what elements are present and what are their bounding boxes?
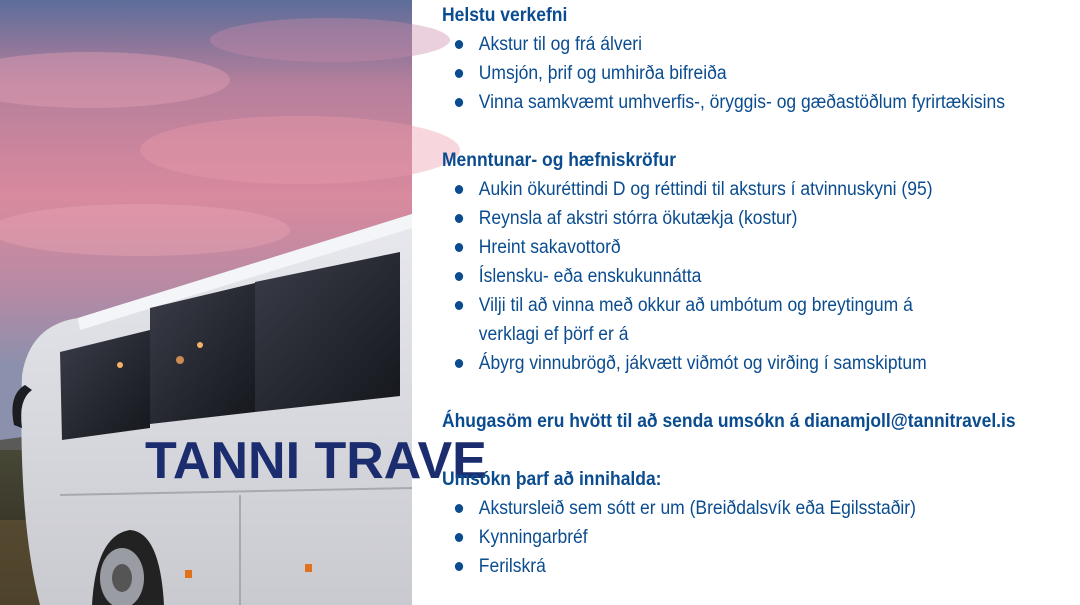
bullet-icon — [455, 504, 463, 513]
bullet-icon — [455, 185, 463, 194]
list-item: Vinna samkvæmt umhverfis-, öryggis- og gæðastöðlum fyrirtækisins — [442, 88, 1005, 117]
bullet-icon — [455, 69, 463, 78]
list-item: Kynningarbréf — [442, 523, 916, 552]
bullet-icon — [455, 214, 463, 223]
bullet-icon — [455, 98, 463, 107]
list-item: Ferilskrá — [442, 552, 916, 581]
bullet-icon — [455, 359, 463, 368]
bus-logo-text: TANNI TRAVE — [145, 432, 487, 490]
requirements-heading: Menntunar- og hæfniskröfur — [442, 150, 677, 171]
list-item: Aukin ökuréttindi D og réttindi til aksturs í atvinnuskyni (95) — [442, 175, 933, 204]
list-item: Umsjón, þrif og umhirða bifreiða — [442, 59, 1005, 88]
bullet-icon — [455, 562, 463, 571]
requirements-list — [442, 175, 933, 378]
bullet-icon — [455, 301, 463, 310]
application-list — [442, 494, 916, 581]
bullet-icon — [455, 243, 463, 252]
list-item: Akstur til og frá álveri — [442, 30, 1005, 59]
list-item: Ábyrg vinnubrögð, jákvætt viðmót og virðing í samskiptum — [442, 349, 933, 378]
list-item: Íslensku- eða enskukunnátta — [442, 262, 933, 291]
duties-heading: Helstu verkefni — [442, 5, 568, 26]
list-item-continuation: verklagi ef þörf er á — [478, 324, 629, 345]
list-item: Vilji til að vinna með okkur að umbótum og breytingum á — [442, 291, 933, 320]
apply-instructions: Áhugasöm eru hvött til að senda umsókn á dianamjoll@tannitravel.is — [442, 411, 1016, 432]
bullet-icon — [455, 533, 463, 542]
bullet-icon — [455, 272, 463, 281]
bullet-icon — [455, 40, 463, 49]
list-item: Hreint sakavottorð — [442, 233, 933, 262]
list-item: Reynsla af akstri stórra ökutækja (kostur) — [442, 204, 933, 233]
list-item: Akstursleið sem sótt er um (Breiðdalsvík eða Egilsstaðir) — [442, 494, 916, 523]
bus-photo — [0, 0, 487, 605]
application-heading: Umsókn þarf að innihalda: — [442, 469, 662, 490]
duties-list — [442, 30, 1005, 117]
